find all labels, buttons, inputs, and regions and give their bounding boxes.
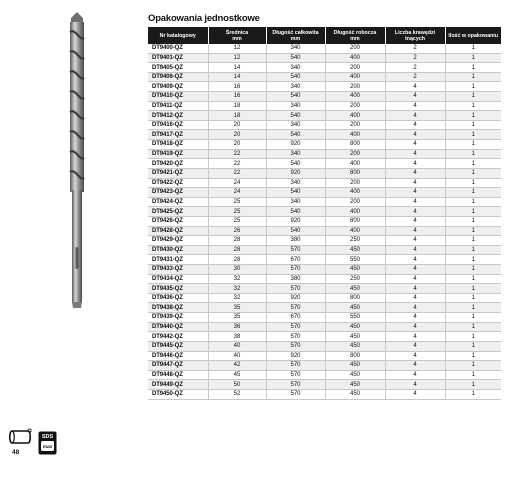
spec-table: [148, 27, 501, 400]
cell-pack-quantity: 1: [445, 149, 501, 159]
cell-cutting-edges: 4: [385, 120, 445, 130]
cell-pack-quantity: 1: [445, 178, 501, 188]
cell-diameter: 30: [208, 265, 266, 275]
table-row: [148, 53, 501, 63]
cell-cutting-edges: 2: [385, 63, 445, 73]
cell-working-length: 200: [325, 82, 385, 92]
cell-pack-quantity: 1: [445, 111, 501, 121]
table-row: [148, 255, 501, 265]
cell-cutting-edges: 4: [385, 159, 445, 169]
cell-cutting-edges: 4: [385, 92, 445, 102]
cell-working-length: 450: [325, 322, 385, 332]
cell-pack-quantity: 1: [445, 168, 501, 178]
cell-catalog-number: DT9440-QZ: [148, 322, 208, 332]
cell-working-length: 400: [325, 130, 385, 140]
cell-pack-quantity: 1: [445, 255, 501, 265]
cell-catalog-number: DT9412-QZ: [148, 111, 208, 121]
cell-diameter: 22: [208, 149, 266, 159]
cell-cutting-edges: 4: [385, 207, 445, 217]
table-row: [148, 361, 501, 371]
cell-diameter: 40: [208, 341, 266, 351]
cell-total-length: 570: [266, 303, 325, 313]
table-row: [148, 265, 501, 275]
cell-working-length: 200: [325, 101, 385, 111]
cell-total-length: 340: [266, 44, 325, 53]
table-row: [148, 44, 501, 53]
cell-total-length: 540: [266, 72, 325, 82]
cell-pack-quantity: 1: [445, 380, 501, 390]
cell-pack-quantity: 1: [445, 101, 501, 111]
cell-total-length: 340: [266, 197, 325, 207]
cell-diameter: 32: [208, 293, 266, 303]
cell-diameter: 50: [208, 380, 266, 390]
cell-cutting-edges: 4: [385, 226, 445, 236]
cell-diameter: 24: [208, 178, 266, 188]
cell-total-length: 570: [266, 380, 325, 390]
cell-cutting-edges: 4: [385, 168, 445, 178]
cell-cutting-edges: 4: [385, 111, 445, 121]
cell-diameter: 25: [208, 207, 266, 217]
cell-cutting-edges: 4: [385, 351, 445, 361]
cell-working-length: 200: [325, 63, 385, 73]
table-row: [148, 130, 501, 140]
cell-working-length: 400: [325, 226, 385, 236]
cell-total-length: 540: [266, 92, 325, 102]
cell-cutting-edges: 4: [385, 101, 445, 111]
table-row: [148, 284, 501, 294]
cell-diameter: 28: [208, 245, 266, 255]
drill-bit-image: [62, 12, 92, 312]
cell-total-length: 540: [266, 159, 325, 169]
cell-diameter: 36: [208, 322, 266, 332]
table-row: [148, 313, 501, 323]
table-row: [148, 380, 501, 390]
max-badge-text: max: [42, 445, 53, 450]
table-row: [148, 389, 501, 399]
header-cutting-edges: Liczba krawędzi tnących: [385, 27, 445, 44]
table-row: [148, 188, 501, 198]
cell-pack-quantity: 1: [445, 72, 501, 82]
cell-working-length: 450: [325, 370, 385, 380]
cell-diameter: 52: [208, 389, 266, 399]
cell-working-length: 200: [325, 178, 385, 188]
cell-cutting-edges: 4: [385, 149, 445, 159]
cell-working-length: 400: [325, 72, 385, 82]
cell-working-length: 450: [325, 332, 385, 342]
cell-catalog-number: DT9445-QZ: [148, 341, 208, 351]
table-row: [148, 207, 501, 217]
cell-cutting-edges: 2: [385, 72, 445, 82]
cell-cutting-edges: 4: [385, 341, 445, 351]
table-row: [148, 216, 501, 226]
cell-pack-quantity: 1: [445, 130, 501, 140]
table-row: [148, 92, 501, 102]
cell-catalog-number: DT9433-QZ: [148, 265, 208, 275]
table-row: [148, 226, 501, 236]
cell-total-length: 570: [266, 341, 325, 351]
cell-catalog-number: DT9401-QZ: [148, 53, 208, 63]
cell-total-length: 670: [266, 255, 325, 265]
cell-total-length: 570: [266, 389, 325, 399]
cell-cutting-edges: 4: [385, 303, 445, 313]
cell-total-length: 540: [266, 53, 325, 63]
cell-pack-quantity: 1: [445, 322, 501, 332]
cell-total-length: 920: [266, 293, 325, 303]
cell-cutting-edges: 4: [385, 82, 445, 92]
cell-diameter: 35: [208, 313, 266, 323]
cell-pack-quantity: 1: [445, 197, 501, 207]
cell-pack-quantity: 1: [445, 236, 501, 246]
cell-diameter: 24: [208, 188, 266, 198]
header-pack-quantity: Ilość w opakowaniu: [445, 27, 501, 44]
cell-working-length: 200: [325, 149, 385, 159]
cell-diameter: 16: [208, 82, 266, 92]
cell-total-length: 570: [266, 245, 325, 255]
cell-working-length: 400: [325, 159, 385, 169]
cell-catalog-number: DT9406-QZ: [148, 72, 208, 82]
cell-pack-quantity: 1: [445, 120, 501, 130]
cell-cutting-edges: 4: [385, 188, 445, 198]
cell-catalog-number: DT9422-QZ: [148, 178, 208, 188]
cell-catalog-number: DT9410-QZ: [148, 92, 208, 102]
cell-catalog-number: DT9423-QZ: [148, 188, 208, 198]
cell-total-length: 380: [266, 274, 325, 284]
cell-pack-quantity: 1: [445, 303, 501, 313]
cell-cutting-edges: 4: [385, 284, 445, 294]
cell-catalog-number: DT9425-QZ: [148, 207, 208, 217]
cell-catalog-number: DT9416-QZ: [148, 120, 208, 130]
cell-working-length: 200: [325, 120, 385, 130]
cell-working-length: 450: [325, 341, 385, 351]
header-total-length: Długość całkowita mm: [266, 27, 325, 44]
table-row: [148, 332, 501, 342]
box-icon: [7, 428, 33, 446]
table-row: [148, 303, 501, 313]
cell-cutting-edges: 2: [385, 44, 445, 53]
header-diameter: Średnica mm: [208, 27, 266, 44]
table-row: [148, 168, 501, 178]
cell-cutting-edges: 4: [385, 255, 445, 265]
cell-cutting-edges: 4: [385, 274, 445, 284]
sds-max-shank-icon: [38, 431, 57, 455]
cell-diameter: 25: [208, 197, 266, 207]
cell-pack-quantity: 1: [445, 332, 501, 342]
cell-total-length: 340: [266, 101, 325, 111]
cell-catalog-number: DT9429-QZ: [148, 236, 208, 246]
cell-working-length: 450: [325, 389, 385, 399]
cell-total-length: 540: [266, 207, 325, 217]
table-row: [148, 178, 501, 188]
cell-pack-quantity: 1: [445, 361, 501, 371]
cell-working-length: 450: [325, 380, 385, 390]
cell-pack-quantity: 1: [445, 313, 501, 323]
cell-total-length: 570: [266, 322, 325, 332]
cell-working-length: 400: [325, 53, 385, 63]
cell-total-length: 540: [266, 226, 325, 236]
cell-total-length: 340: [266, 82, 325, 92]
cell-diameter: 32: [208, 274, 266, 284]
cell-pack-quantity: 1: [445, 92, 501, 102]
cell-cutting-edges: 4: [385, 130, 445, 140]
cell-working-length: 450: [325, 265, 385, 275]
cell-working-length: 200: [325, 197, 385, 207]
cell-pack-quantity: 1: [445, 140, 501, 150]
cell-total-length: 540: [266, 111, 325, 121]
cell-diameter: 25: [208, 216, 266, 226]
table-row: [148, 101, 501, 111]
cell-total-length: 540: [266, 188, 325, 198]
cell-total-length: 340: [266, 63, 325, 73]
cell-total-length: 570: [266, 332, 325, 342]
cell-pack-quantity: 1: [445, 207, 501, 217]
cell-pack-quantity: 1: [445, 159, 501, 169]
cell-cutting-edges: 4: [385, 370, 445, 380]
cell-working-length: 450: [325, 245, 385, 255]
cell-catalog-number: DT9409-QZ: [148, 82, 208, 92]
cell-pack-quantity: 1: [445, 216, 501, 226]
table-row: [148, 149, 501, 159]
cell-diameter: 16: [208, 92, 266, 102]
cell-pack-quantity: 1: [445, 245, 501, 255]
cell-working-length: 550: [325, 313, 385, 323]
cell-pack-quantity: 1: [445, 284, 501, 294]
cell-diameter: 22: [208, 159, 266, 169]
cell-catalog-number: DT9442-QZ: [148, 332, 208, 342]
cell-catalog-number: DT9411-QZ: [148, 101, 208, 111]
cell-pack-quantity: 1: [445, 63, 501, 73]
header-working-length: Długość robocza mm: [325, 27, 385, 44]
table-row: [148, 370, 501, 380]
cell-catalog-number: DT9438-QZ: [148, 303, 208, 313]
cell-catalog-number: DT9417-QZ: [148, 130, 208, 140]
table-row: [148, 82, 501, 92]
cell-cutting-edges: 4: [385, 389, 445, 399]
header-catalog-number: Nr katalogowy: [148, 27, 208, 44]
cell-cutting-edges: 4: [385, 265, 445, 275]
cell-pack-quantity: 1: [445, 293, 501, 303]
cell-diameter: 12: [208, 44, 266, 53]
cell-working-length: 400: [325, 111, 385, 121]
cell-cutting-edges: 4: [385, 293, 445, 303]
cell-catalog-number: DT9405-QZ: [148, 63, 208, 73]
cell-working-length: 200: [325, 44, 385, 53]
cell-diameter: 32: [208, 284, 266, 294]
table-row: [148, 245, 501, 255]
cell-diameter: 28: [208, 236, 266, 246]
cell-working-length: 800: [325, 168, 385, 178]
cell-catalog-number: DT9436-QZ: [148, 293, 208, 303]
cell-catalog-number: DT9434-QZ: [148, 274, 208, 284]
table-row: [148, 236, 501, 246]
cell-pack-quantity: 1: [445, 341, 501, 351]
cell-pack-quantity: 1: [445, 265, 501, 275]
cell-diameter: 12: [208, 53, 266, 63]
cell-catalog-number: DT9449-QZ: [148, 380, 208, 390]
cell-working-length: 800: [325, 140, 385, 150]
cell-working-length: 800: [325, 293, 385, 303]
cell-cutting-edges: 4: [385, 140, 445, 150]
cell-catalog-number: DT9446-QZ: [148, 351, 208, 361]
table-row: [148, 63, 501, 73]
cell-diameter: 26: [208, 226, 266, 236]
cell-working-length: 800: [325, 216, 385, 226]
cell-diameter: 22: [208, 168, 266, 178]
cell-working-length: 450: [325, 361, 385, 371]
cell-total-length: 920: [266, 168, 325, 178]
cell-cutting-edges: 2: [385, 53, 445, 63]
cell-diameter: 42: [208, 361, 266, 371]
cell-total-length: 670: [266, 313, 325, 323]
cell-catalog-number: DT9420-QZ: [148, 159, 208, 169]
table-row: [148, 197, 501, 207]
cell-total-length: 340: [266, 178, 325, 188]
table-row: [148, 111, 501, 121]
cell-pack-quantity: 1: [445, 44, 501, 53]
cell-pack-quantity: 1: [445, 53, 501, 63]
cell-diameter: 20: [208, 120, 266, 130]
cell-cutting-edges: 4: [385, 361, 445, 371]
table-row: [148, 274, 501, 284]
cell-total-length: 920: [266, 140, 325, 150]
sds-badge-text: SDS: [41, 434, 54, 440]
cell-catalog-number: DT9419-QZ: [148, 149, 208, 159]
cell-diameter: 20: [208, 130, 266, 140]
cell-catalog-number: DT9421-QZ: [148, 168, 208, 178]
cell-diameter: 18: [208, 101, 266, 111]
cell-working-length: 800: [325, 351, 385, 361]
cell-catalog-number: DT9431-QZ: [148, 255, 208, 265]
cell-working-length: 450: [325, 303, 385, 313]
table-row: [148, 293, 501, 303]
cell-pack-quantity: 1: [445, 370, 501, 380]
table-row: [148, 341, 501, 351]
cell-cutting-edges: 4: [385, 236, 445, 246]
cell-total-length: 340: [266, 120, 325, 130]
cell-cutting-edges: 4: [385, 332, 445, 342]
table-row: [148, 120, 501, 130]
cell-catalog-number: DT9424-QZ: [148, 197, 208, 207]
table-header-row: [148, 27, 501, 44]
table-row: [148, 72, 501, 82]
cell-diameter: 14: [208, 63, 266, 73]
cell-catalog-number: DT9400-QZ: [148, 44, 208, 53]
cell-catalog-number: DT9435-QZ: [148, 284, 208, 294]
cell-catalog-number: DT9418-QZ: [148, 140, 208, 150]
section-title: Opakowania jednostkowe: [148, 13, 260, 24]
cell-diameter: 18: [208, 111, 266, 121]
cell-total-length: 540: [266, 130, 325, 140]
cell-total-length: 920: [266, 351, 325, 361]
cell-diameter: 28: [208, 255, 266, 265]
cell-diameter: 45: [208, 370, 266, 380]
cell-catalog-number: DT9428-QZ: [148, 226, 208, 236]
cell-pack-quantity: 1: [445, 226, 501, 236]
cell-pack-quantity: 1: [445, 389, 501, 399]
cell-total-length: 570: [266, 370, 325, 380]
cell-diameter: 14: [208, 72, 266, 82]
cell-catalog-number: DT9447-QZ: [148, 361, 208, 371]
table-row: [148, 322, 501, 332]
table-row: [148, 351, 501, 361]
cell-total-length: 340: [266, 149, 325, 159]
cell-working-length: 450: [325, 284, 385, 294]
package-count: 48: [12, 449, 20, 456]
cell-cutting-edges: 4: [385, 216, 445, 226]
cell-cutting-edges: 4: [385, 245, 445, 255]
cell-working-length: 400: [325, 207, 385, 217]
cell-total-length: 570: [266, 284, 325, 294]
cell-cutting-edges: 4: [385, 197, 445, 207]
cell-diameter: 38: [208, 332, 266, 342]
cell-working-length: 250: [325, 236, 385, 246]
cell-cutting-edges: 4: [385, 380, 445, 390]
cell-cutting-edges: 4: [385, 322, 445, 332]
cell-catalog-number: DT9439-QZ: [148, 313, 208, 323]
cell-pack-quantity: 1: [445, 274, 501, 284]
cell-catalog-number: DT9426-QZ: [148, 216, 208, 226]
cell-cutting-edges: 4: [385, 178, 445, 188]
cell-total-length: 570: [266, 265, 325, 275]
cell-catalog-number: DT9450-QZ: [148, 389, 208, 399]
cell-diameter: 40: [208, 351, 266, 361]
cell-working-length: 250: [325, 274, 385, 284]
cell-total-length: 380: [266, 236, 325, 246]
cell-total-length: 920: [266, 216, 325, 226]
cell-working-length: 400: [325, 92, 385, 102]
cell-pack-quantity: 1: [445, 351, 501, 361]
cell-catalog-number: DT9430-QZ: [148, 245, 208, 255]
cell-pack-quantity: 1: [445, 188, 501, 198]
cell-diameter: 35: [208, 303, 266, 313]
cell-working-length: 400: [325, 188, 385, 198]
cell-working-length: 550: [325, 255, 385, 265]
cell-catalog-number: DT9448-QZ: [148, 370, 208, 380]
table-row: [148, 159, 501, 169]
table-row: [148, 140, 501, 150]
cell-total-length: 570: [266, 361, 325, 371]
cell-diameter: 20: [208, 140, 266, 150]
cell-pack-quantity: 1: [445, 82, 501, 92]
cell-cutting-edges: 4: [385, 313, 445, 323]
